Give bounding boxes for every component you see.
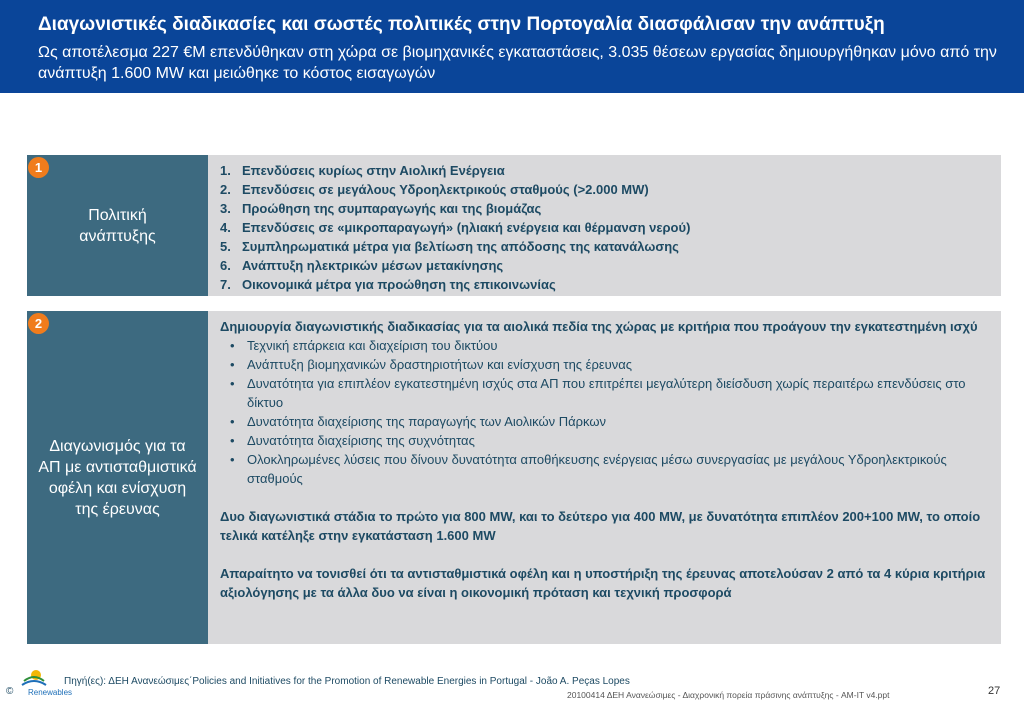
list-item-text: Προώθηση της συμπαραγωγής και της βιομάζας <box>242 201 542 216</box>
list-item <box>220 237 993 256</box>
section-label-cell <box>27 155 208 296</box>
file-name: 20100414 ΔΕΗ Ανανεώσιμες - Διαχρονική πορεία πράσινης ανάπτυξης - AM-IT v4.ppt <box>567 690 890 700</box>
section-number-badge: 2 <box>28 313 49 334</box>
list-item <box>220 180 993 199</box>
section-number-badge: 1 <box>28 157 49 178</box>
list-item <box>220 431 993 450</box>
list-item-text: Επενδύσεις κυρίως στην Αιολική Ενέργεια <box>242 163 505 178</box>
intro-paragraph: Δημιουργία διαγωνιστικής διαδικασίας για τα αιολικά πεδία της χώρας με κριτήρια που προάγουν την εγκατεστημένη ισχύ <box>220 319 978 334</box>
bullet-icon: • <box>230 433 235 448</box>
list-item <box>220 374 993 412</box>
numbered-list <box>220 161 993 294</box>
list-item-number: 6. <box>220 258 231 273</box>
page-number: 27 <box>988 685 1001 697</box>
list-item <box>220 161 993 180</box>
page-title: Διαγωνιστικές διαδικασίες και σωστές πολιτικές στην Πορτογαλία διασφάλισαν την ανάπτυξη <box>38 14 885 35</box>
list-item-number: 4. <box>220 220 231 235</box>
header-banner <box>0 0 1024 93</box>
bullet-icon: • <box>230 357 235 372</box>
list-item <box>220 336 993 355</box>
source-note: Πηγή(ες): ΔΕΗ Ανανεώσιμες΄Policies and Initiatives for the Promotion of Renewable Energies in Portugal - João A. Peças Lopes <box>64 676 630 687</box>
bullet-icon: • <box>230 452 235 467</box>
copyright-mark: © <box>6 686 14 697</box>
list-item-number: 2. <box>220 182 231 197</box>
list-item-text: Συμπληρωματικά μέτρα για βελτίωση της απόδοσης της κατανάλωσης <box>242 239 679 254</box>
list-item-text: Επενδύσεις σε μεγάλους Υδροηλεκτρικούς σταθμούς (>2.000 MW) <box>242 182 649 197</box>
section-label-cell <box>27 311 208 644</box>
list-item-number: 1. <box>220 163 231 178</box>
list-item-number: 5. <box>220 239 231 254</box>
list-item <box>220 355 993 374</box>
list-item <box>220 275 993 294</box>
svg-text:Renewables: Renewables <box>28 688 73 697</box>
section-policy <box>27 155 1001 296</box>
list-item <box>220 199 993 218</box>
section-label: Διαγωνισμός για τα ΑΠ με αντισταθμιστικά οφέλη και ενίσχυση της έρευνας <box>38 437 197 518</box>
list-item-text: Επενδύσεις σε «μικροπαραγωγή» (ηλιακή ενέργεια και θέρμανση νερού) <box>242 220 691 235</box>
criteria-paragraph: Απαραίτητο να τονισθεί ότι τα αντισταθμιστικά οφέλη και η υποστήριξη της έρευνας αποτελούσαν 2 από τα 4 κύρια κριτήρια αξιολόγησης με τα άλλα δυο να είναι η οικονομική πρόταση και τεχνική προσφορά <box>220 566 986 600</box>
list-item-text: Ανάπτυξη βιομηχανικών δραστηριοτήτων και ενίσχυση της έρευνας <box>247 357 633 372</box>
bullet-list <box>220 336 993 488</box>
list-item <box>220 412 993 431</box>
list-item <box>220 450 993 488</box>
list-item-number: 3. <box>220 201 231 216</box>
bullet-icon: • <box>230 338 235 353</box>
list-item-text: Δυνατότητα διαχείρισης της παραγωγής των Αιολικών Πάρκων <box>247 414 607 429</box>
list-item-number: 7. <box>220 277 231 292</box>
list-item-text: Δυνατότητα διαχείρισης της συχνότητας <box>247 433 475 448</box>
section-content <box>220 161 993 294</box>
list-item <box>220 218 993 237</box>
page-subtitle: Ως αποτέλεσμα 227 €M επενδύθηκαν στη χώρα σε βιομηχανικές εγκαταστάσεις, 3.035 θέσεων εργασίας δημιουργήθηκαν μόνο από την ανάπτυξη 1.600 MW και μειώθηκε το κόστος εισαγωγών <box>38 44 997 82</box>
list-item-text: Τεχνική επάρκεια και διαχείριση του δικτύου <box>247 338 498 353</box>
list-item <box>220 256 993 275</box>
section-content <box>220 317 993 602</box>
list-item-text: Ολοκληρωμένες λύσεις που δίνουν δυνατότητα αποθήκευσης ενέργειας μέσω συνεργασίας με μεγάλους Υδροηλεκτρικούς σταθμούς <box>247 452 947 486</box>
section-label: Πολιτική ανάπτυξης <box>79 206 156 245</box>
bullet-icon: • <box>230 376 235 391</box>
list-item-text: Οικονομικά μέτρα για προώθηση της επικοινωνίας <box>242 277 556 292</box>
bullet-icon: • <box>230 414 235 429</box>
stages-paragraph: Δυο διαγωνιστικά στάδια το πρώτο για 800 MW, και το δεύτερο για 400 MW, με δυνατότητα επιπλέον 200+100 MW, το οποίο τελικά κατέληξε στην εγκατάσταση 1.600 MW <box>220 509 981 543</box>
section-tender <box>27 311 1001 644</box>
list-item-text: Δυνατότητα για επιπλέον εγκατεστημένη ισχύς στα ΑΠ που επιτρέπει μεγαλύτερη διείσδυση χωρίς περαιτέρω επενδύσεις στο δίκτυο <box>247 376 966 410</box>
list-item-text: Ανάπτυξη ηλεκτρικών μέσων μετακίνησης <box>242 258 504 273</box>
